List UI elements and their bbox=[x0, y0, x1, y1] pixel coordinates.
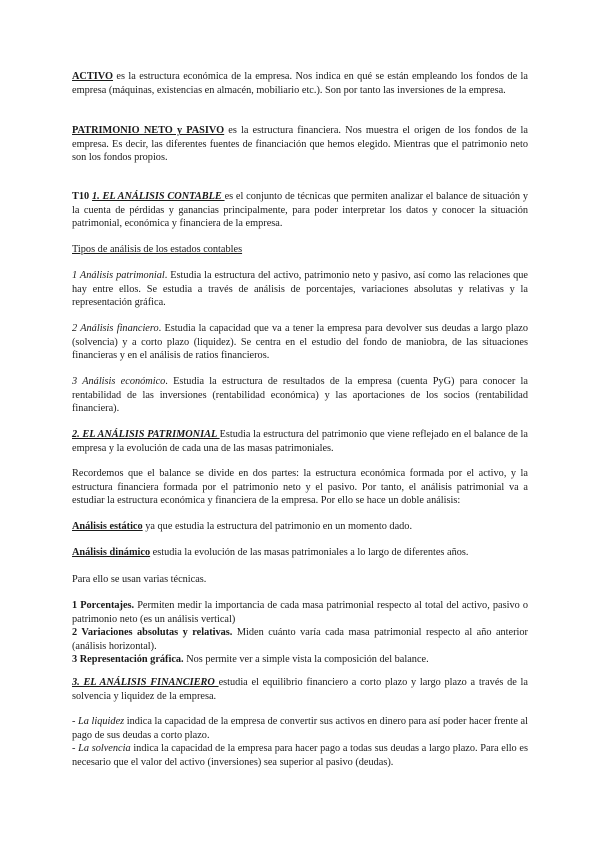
paragraph-tecnicas bbox=[72, 573, 528, 587]
term-analisis-patrimonial: 1 Análisis patrimonial bbox=[72, 270, 165, 281]
heading-analisis-patrimonial: 2. EL ANÁLISIS PATRIMONIAL bbox=[72, 429, 220, 440]
paragraph-text: Para ello se usan varias técnicas. bbox=[72, 574, 207, 585]
term-solvencia: La solvencia bbox=[78, 743, 131, 755]
section-prefix: T10 bbox=[72, 191, 92, 202]
list-item-text: Permiten medir la importancia de cada masa patrimonial respecto al total del activo, pasivo o patrimonio neto (es un análisis vertical) bbox=[72, 600, 529, 625]
list-item-text: Miden cuánto varía cada masa patrimonial respecto al año anterior (análisis horizontal). bbox=[72, 627, 528, 652]
heading-analisis-financiero: 3. EL ANÁLISIS FINANCIERO bbox=[72, 677, 219, 688]
paragraph-tecnicas-list bbox=[72, 599, 528, 667]
paragraph-text: Estudia la estructura del patrimonio que viene reflejado en el balance de la empresa y la evolución de cada una de las masas patrimoniales. bbox=[72, 429, 528, 454]
paragraph-analisis-financiero bbox=[72, 676, 528, 703]
paragraph-analisis-patrimonial bbox=[72, 428, 528, 455]
paragraph-text: es la estructura económica de la empresa. Nos indica en qué se están empleando los fondos de la empresa (máquinas, existencias en almacén, mobiliario etc.). Son por tanto las inversiones de la empresa. bbox=[72, 71, 528, 96]
paragraph-analisis-economico-type bbox=[72, 375, 528, 416]
paragraph-analisis-estatico bbox=[72, 520, 528, 534]
paragraph-activo bbox=[72, 70, 528, 97]
term-porcentajes: 1 Porcentajes. bbox=[72, 600, 135, 611]
list-dash: - bbox=[72, 716, 79, 727]
list-item-text: indica la capacidad de la empresa de convertir sus activos en dinero para así poder hacer frente al pago de sus deudas a corto plazo. bbox=[72, 716, 528, 741]
term-activo: ACTIVO bbox=[72, 71, 113, 82]
term-analisis-estatico: Análisis estático bbox=[72, 521, 143, 532]
term-analisis-financiero: 2 Análisis financiero bbox=[72, 323, 159, 334]
paragraph-analisis-dinamico bbox=[72, 546, 528, 560]
term-representacion-grafica: 3 Representación gráfica. bbox=[72, 654, 184, 666]
paragraph-text: . Estudia la estructura del activo, patrimonio neto y pasivo, así como las relaciones que hay entre ellos. Se estudia a través de análisis de porcentajes, variaciones absolutas y relativas y la representación gráfica. bbox=[72, 270, 528, 309]
term-analisis-dinamico: Análisis dinámico bbox=[72, 547, 151, 558]
paragraph-balance bbox=[72, 467, 528, 508]
heading-analisis-contable: 1. EL ANÁLISIS CONTABLE bbox=[91, 191, 225, 202]
paragraph-text: es la estructura financiera. Nos muestra el origen de los fondos de la empresa. Es decir, las diferentes fuentes de financiación que hemos elegido. Mientras que el patrimonio neto son los fondos propios. bbox=[72, 125, 528, 164]
term-patrimonio-neto-pasivo: PATRIMONIO NETO y PASIVO bbox=[72, 125, 225, 136]
paragraph-analisis-contable bbox=[72, 190, 528, 231]
paragraph-analisis-financiero-type bbox=[72, 322, 528, 363]
subheading-text: Tipos de análisis de los estados contables bbox=[72, 244, 243, 255]
term-liquidez: La liquidez bbox=[78, 716, 125, 727]
paragraph-text: ya que estudia la estructura del patrimonio en un momento dado. bbox=[142, 521, 413, 532]
paragraph-text: estudia la evolución de las masas patrimoniales a lo largo de diferentes años. bbox=[150, 547, 469, 558]
term-variaciones: 2 Variaciones absolutas y relativas. bbox=[72, 627, 233, 639]
paragraph-text: . Estudia la capacidad que va a tener la empresa para devolver sus deudas a largo plazo (solvencia) y a corto plazo (liquidez). Se centra en el estudio del fondo de maniobra, de las situaciones financieras y en el análisis de ratios financieros. bbox=[72, 323, 528, 362]
paragraph-text: Recordemos que el balance se divide en dos partes: la estructura económica formada por el activo, y la estructura financiera formada por el patrimonio neto y el pasivo. Por tanto, el análisis patrimonial va a estudiar la estructura económica y financiera de la empresa. Por ello se hace un doble análisis: bbox=[72, 468, 528, 507]
subheading-tipos bbox=[72, 243, 528, 257]
list-item-text: Nos permite ver a simple vista la composición del balance. bbox=[183, 654, 429, 666]
paragraph-analisis-patrimonial-type bbox=[72, 269, 528, 310]
paragraph-text: estudia el equilibrio financiero a corto plazo y largo plazo a través de la solvencia y liquidez de la empresa. bbox=[72, 677, 528, 702]
term-analisis-economico: 3 Análisis económico bbox=[72, 376, 166, 387]
list-dash: - bbox=[72, 743, 79, 755]
paragraph-text: . Estudia la estructura de resultados de la empresa (cuenta PyG) para conocer la rentabilidad de las inversiones (rentabilidad económica) y las aportaciones de los socios (rentabilidad financiera). bbox=[72, 376, 528, 415]
paragraph-text: es el conjunto de técnicas que permiten analizar el balance de situación y la cuenta de pérdidas y ganancias principalmente, para poder interpretar los datos y conocer la situación patrimonial, económica y financiera de la empresa. bbox=[72, 191, 528, 230]
list-item-text: indica la capacidad de la empresa para hacer pago a todas sus deudas a largo plazo. Para ello es necesario que el valor del activo (inversiones) sea superior al pasivo (deudas). bbox=[72, 743, 528, 768]
paragraph-liquidez-solvencia bbox=[72, 715, 528, 769]
paragraph-patrimonio bbox=[72, 124, 528, 165]
